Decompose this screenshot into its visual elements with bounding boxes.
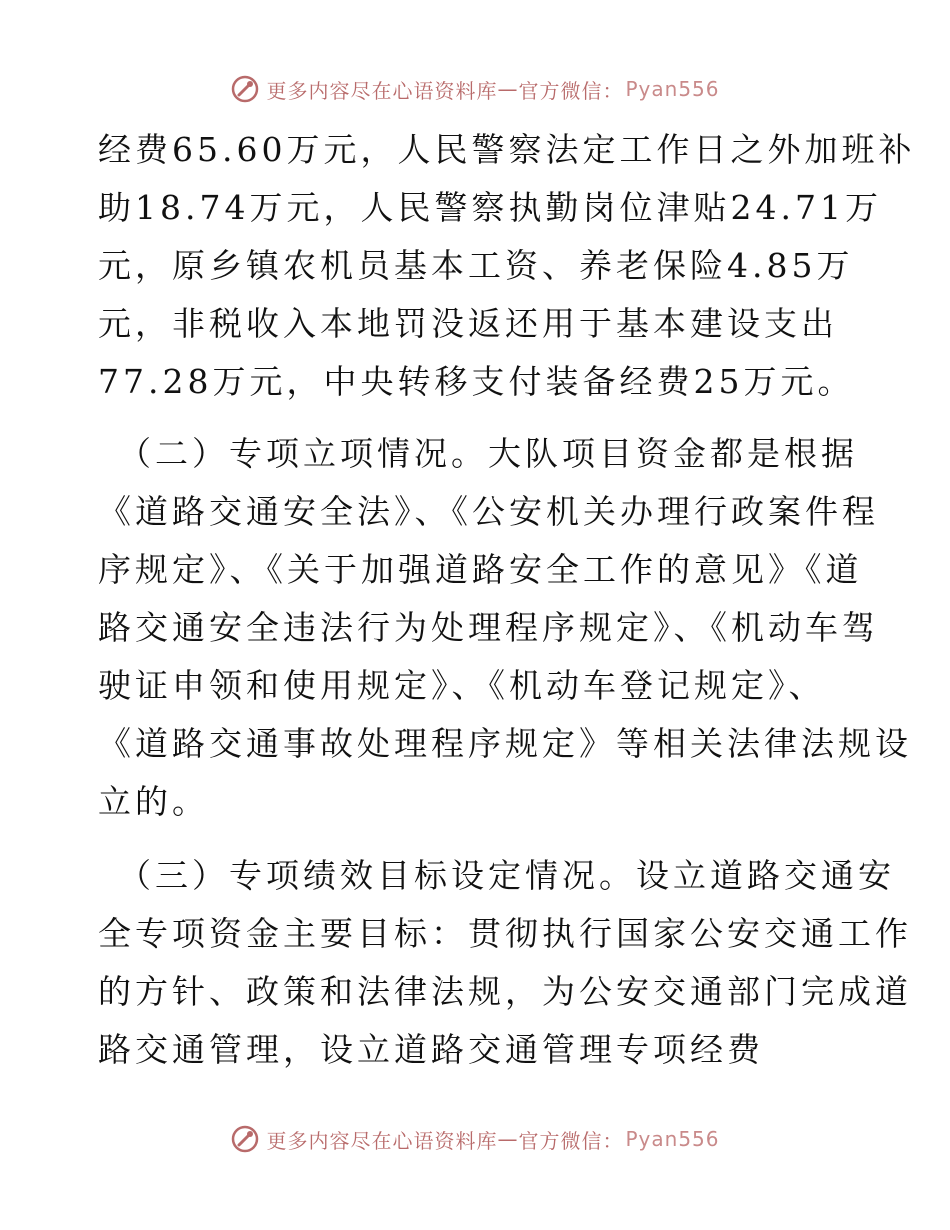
watermark-dash: — [497, 1127, 519, 1151]
watermark-text: 更多内容尽在心语资料库 [266, 78, 498, 103]
watermark-logo-icon [230, 1124, 260, 1154]
text-line: 驶证申领和使用规定》、《机动车登记规定》、 [98, 666, 826, 705]
text-line: 《道路交通事故处理程序规定》等相关法律法规设 [98, 724, 912, 763]
watermark-wechat-label: 官方微信： [518, 1128, 624, 1153]
text-line: 77.28万元，中央转移支付装备经费25万元。 [98, 362, 855, 401]
text-line: 的方针、政策和法律法规，为公安交通部门完成道 [98, 972, 912, 1011]
text-line: 序规定》、《关于加强道路安全工作的意见》《道 [98, 550, 863, 589]
watermark-logo-icon [230, 74, 260, 104]
text-line: 路交通管理，设立道路交通管理专项经费 [98, 1030, 764, 1069]
section-heading-line: （二）专项立项情况。大队项目资金都是根据 [118, 434, 858, 473]
text-line: 《道路交通安全法》、《公安机关办理行政案件程 [98, 492, 879, 531]
footer-watermark [0, 1124, 950, 1154]
watermark-wechat-label: 官方微信： [518, 78, 624, 103]
text-line: 助18.74万元，人民警察执勤岗位津贴24.71万 [98, 188, 882, 227]
text-line: 经费65.60万元，人民警察法定工作日之外加班补 [98, 130, 916, 169]
header-watermark [0, 74, 950, 104]
text-line: 全专项资金主要目标：贯彻执行国家公安交通工作 [98, 914, 912, 953]
section-heading-line: （三）专项绩效目标设定情况。设立道路交通安 [118, 856, 895, 895]
text-line: 立的。 [98, 782, 209, 821]
text-line: 路交通安全违法行为处理程序规定》、《机动车驾 [98, 608, 879, 647]
watermark-dash: — [497, 77, 519, 101]
text-line: 元，原乡镇农机员基本工资、养老保险4.85万 [98, 246, 854, 285]
watermark-text: 更多内容尽在心语资料库 [266, 1128, 498, 1153]
watermark-wechat-id: Pyan556 [625, 1127, 720, 1151]
text-line: 元，非税收入本地罚没返还用于基本建设支出 [98, 304, 838, 343]
watermark-wechat-id: Pyan556 [625, 77, 720, 101]
